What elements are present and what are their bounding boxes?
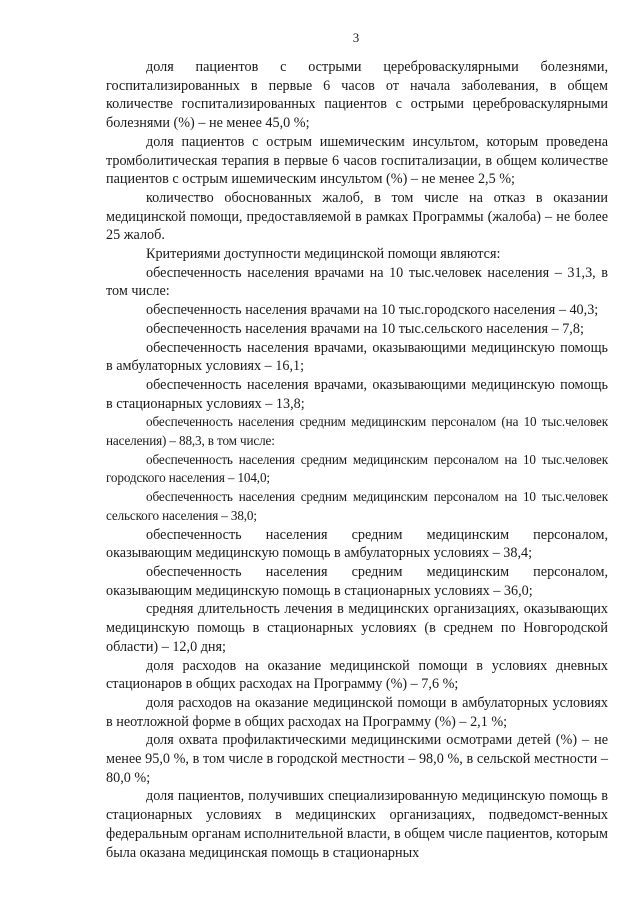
paragraph-nurses-urban: обеспеченность населения средним медицинским персоналом на 10 тыс.человек городского населения – 104,0; — [106, 451, 608, 486]
paragraph-complaints: количество обоснованных жалоб, в том числе на отказ в оказании медицинской помощи, предоставляемой в рамках Программы (жалоба) – не более 25 жалоб. — [106, 189, 608, 244]
paragraph-doctors-urban: обеспеченность населения врачами на 10 тыс.городского населения – 40,3; — [146, 302, 599, 319]
paragraph-day-hospital-expenses: доля расходов на оказание медицинской помощи в условиях дневных стационаров в общих расходах на Программу (%) – 7,6 %; — [106, 657, 608, 693]
paragraph-nurses-inpatient: обеспеченность населения средним медицинским персоналом, оказывающим медицинскую помощь в стационарных условиях – 36,0; — [106, 563, 608, 599]
document-body — [106, 58, 608, 862]
paragraph-federal-specialized-care: доля пациентов, получивших специализированную медицинскую помощь в стационарных условиях в медицинских организациях, подведомст-венных федеральным органам исполнительной власти, в общем числе пациентов, которым была оказана медицинская помощь в стационарных — [106, 788, 608, 861]
paragraph-child-checkups: доля охвата профилактическими медицинскими осмотрами детей (%) – не менее 95,0 %, в том числе в городской местности – 98,0 %, в сельской местности – 80,0 %; — [106, 732, 608, 786]
page-number: 3 — [352, 30, 360, 45]
paragraph-accessibility-criteria-heading: Критериями доступности медицинской помощи являются: — [146, 246, 501, 263]
paragraph-emergency-outpatient-expenses: доля расходов на оказание медицинской помощи в амбулаторных условиях в неотложной форме в общих расходах на Программу (%) – 2,1 %; — [106, 694, 608, 730]
paragraph-doctors-inpatient: обеспеченность населения врачами, оказывающими медицинскую помощь в стационарных условиях – 13,8; — [106, 376, 608, 412]
paragraph-average-stay: средняя длительность лечения в медицинских организациях, оказывающих медицинскую помощь в стационарных условиях (в среднем по Новгородской области) – 12,0 дня; — [106, 601, 608, 655]
paragraph-doctors-outpatient: обеспеченность населения врачами, оказывающими медицинскую помощь в амбулаторных условиях – 16,1; — [106, 339, 608, 375]
paragraph-stroke-hospitalization: доля пациентов с острыми цереброваскулярными болезнями, госпитализированных в первые 6 часов от начала заболевания, в общем количестве госпитализированных пациентов с острыми цереброваскулярными болезнями (%) – не менее 45,0 %; — [106, 59, 608, 132]
paragraph-thrombolytic-therapy: доля пациентов с острым ишемическим инсультом, которым проведена тромболитическая терапия в первые 6 часов госпитализации, в общем количестве пациентов с острым ишемическим инсультом (%) – не менее 2,5 %; — [106, 133, 608, 188]
paragraph-nurses-rural: обеспеченность населения средним медицинским персоналом на 10 тыс.человек сельского населения – 38,0; — [106, 489, 608, 523]
paragraph-doctors-rural: обеспеченность населения врачами на 10 тыс.сельского населения – 7,8; — [146, 320, 584, 337]
paragraph-nurses-total: обеспеченность населения средним медицинским персоналом (на 10 тыс.человек населения) – 88,3, в том числе: — [106, 414, 608, 449]
paragraph-doctors-total: обеспеченность населения врачами на 10 тыс.человек населения – 31,3, в том числе: — [106, 264, 608, 300]
paragraph-nurses-outpatient: обеспеченность населения средним медицинским персоналом, оказывающим медицинскую помощь в амбулаторных условиях – 38,4; — [106, 526, 608, 562]
